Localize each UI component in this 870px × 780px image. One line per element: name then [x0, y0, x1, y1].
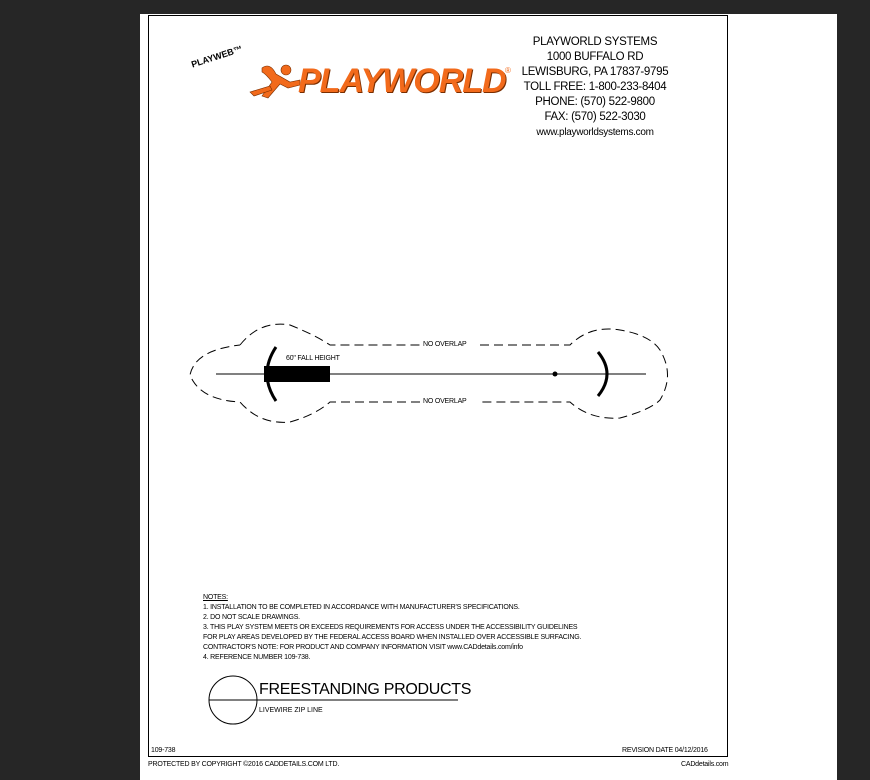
note-item: CONTRACTOR'S NOTE: FOR PRODUCT AND COMPANY INFORMATION VISIT www.CADdetails.com/info: [203, 644, 523, 651]
revision-date: REVISION DATE 04/12/2016: [622, 747, 708, 754]
copyright-notice: PROTECTED BY COPYRIGHT ©2016 CADDETAILS.COM LTD.: [148, 761, 340, 768]
no-overlap-top-label: NO OVERLAP: [423, 341, 467, 348]
fall-height-label: 60" FALL HEIGHT: [286, 355, 340, 362]
note-item: FOR PLAY AREAS DEVELOPED BY THE FEDERAL ACCESS BOARD WHEN INSTALLED OVER ACCESSIBLE SURFACING.: [203, 634, 582, 641]
address-line: LEWISBURG, PA 17837-9795: [521, 66, 669, 78]
note-item: 4. REFERENCE NUMBER 109-738.: [203, 654, 311, 661]
address-line: FAX: (570) 522-3030: [544, 111, 646, 123]
note-item: 2. DO NOT SCALE DRAWINGS.: [203, 614, 300, 621]
playworld-logo: PLAYWORLD: [298, 62, 506, 100]
caddetails-link[interactable]: CADdetails.com: [681, 761, 729, 768]
notes-heading: NOTES:: [203, 594, 228, 601]
address-line: TOLL FREE: 1-800-233-8404: [523, 81, 667, 93]
sheet-title: FREESTANDING PRODUCTS: [259, 681, 472, 698]
no-overlap-bottom-label: NO OVERLAP: [423, 398, 467, 405]
registered-mark: ®: [505, 66, 511, 75]
note-item: 3. THIS PLAY SYSTEM MEETS OR EXCEEDS REQUIREMENTS FOR ACCESS UNDER THE ACCESSIBILITY GUIDELINES: [203, 624, 578, 631]
address-line: PHONE: (570) 522-9800: [535, 96, 655, 108]
address-line: PLAYWORLD SYSTEMS: [532, 36, 658, 48]
sheet-subtitle: LIVEWIRE ZIP LINE: [259, 707, 323, 714]
website-link[interactable]: www.playworldsystems.com: [536, 127, 654, 138]
playweb-label: PLAYWEB™: [190, 43, 244, 70]
address-line: 1000 BUFFALO RD: [546, 51, 644, 63]
reference-number: 109-738: [151, 747, 176, 754]
note-item: 1. INSTALLATION TO BE COMPLETED IN ACCORDANCE WITH MANUFACTURER'S SPECIFICATIONS.: [203, 604, 520, 611]
